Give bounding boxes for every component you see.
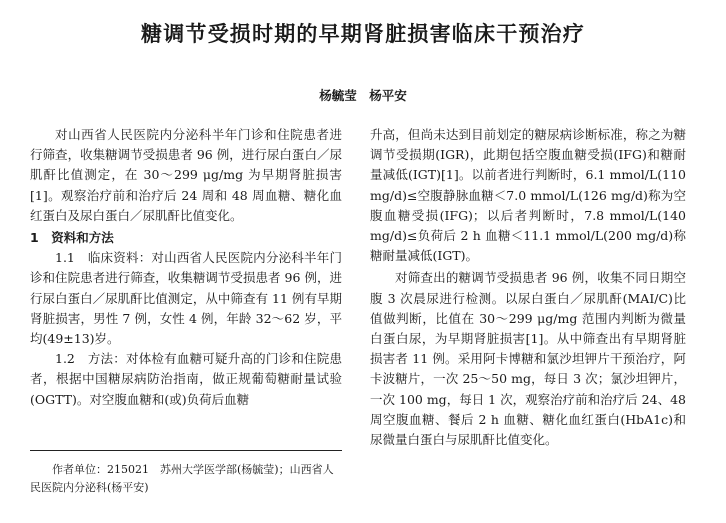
intro-paragraph: 对山西省人民医院内分泌科半年门诊和住院患者进行筛查，收集糖调节受损患者 96 例，进行尿白蛋白／尿肌酐比值测定，在 30～299 μg/mg 为早期肾脏损害[1]。观察治疗前和治疗后 24 周和 48 周血糖、糖化血红蛋白及尿白蛋白／尿肌酐比值变化。	[30, 127, 342, 223]
clinical-data-paragraph: 1.1 临床资料：对山西省人民医院内分泌科半年门诊和住院患者进行筛查，收集糖调节受损患者 96 例，进行尿白蛋白／尿肌酐比值测定，从中筛查有 11 例有早期肾脏损害，男性 7 例，女性 4 例，年龄 32～62 岁，平均(49±13)岁。	[30, 250, 342, 347]
article-authors: 杨毓莹 杨平安	[319, 88, 407, 103]
footnote-text: 作者单位：215021 苏州大学医学部(杨毓莹)；山西省人民医院内分泌科(杨平安)	[30, 463, 334, 494]
article-title: 糖调节受损时期的早期肾脏损害临床干预治疗	[141, 22, 585, 46]
screening-paragraph: 对筛查出的糖调节受损患者 96 例，收集不同日期空腹 3 次晨尿进行检测。以尿白蛋白／尿肌酐(MAI/C)比值做判断，比值在 30～299 μg/mg 范围内判断为微量白蛋白尿，为早期肾脏损害[1]。从中筛查出有早期肾脏损害者 11 例。采用阿卡博糖和氯沙坦钾片干预治疗，阿卡波糖片，一次 25～50 mg，每日 3 次；氯沙坦钾片，一次 100 mg，每日 1 次，观察治疗前和治疗后 24、48 周空腹血糖、餐后 2 h 血糖、糖化血红蛋白(HbA1c)和尿微量白蛋白与尿肌酐比值变化。	[370, 270, 686, 448]
left-column	[30, 125, 342, 410]
author-affiliation-footnote	[30, 450, 342, 497]
right-column	[370, 125, 686, 450]
continued-paragraph: 升高，但尚未达到目前划定的糖尿病诊断标准，称之为糖调节受损期(IGR)，此期包括空腹血糖受损(IFG)和糖耐量减低(IGT)[1]。以前者进行判断时，6.1 mmol/L(110 mg/d)≤空腹静脉血糖＜7.0 mmol/L(126 mg/d)称为空腹血糖受损(IFG)；以后者判断时，7.8 mmol/L(140 mg/d)≤负荷后 2 h 血糖＜11.1 mmol/L(200 mg/d)称糖耐量减低(IGT)。	[370, 127, 686, 264]
methods-paragraph: 1.2 方法：对体检有血糖可疑升高的门诊和住院患者，根据中国糖尿病防治指南，做正规葡萄糖耐量试验(OGTT)。对空腹血糖和(或)负荷后血糖	[30, 351, 342, 407]
section-heading-methods: 1 资料和方法	[30, 230, 114, 246]
